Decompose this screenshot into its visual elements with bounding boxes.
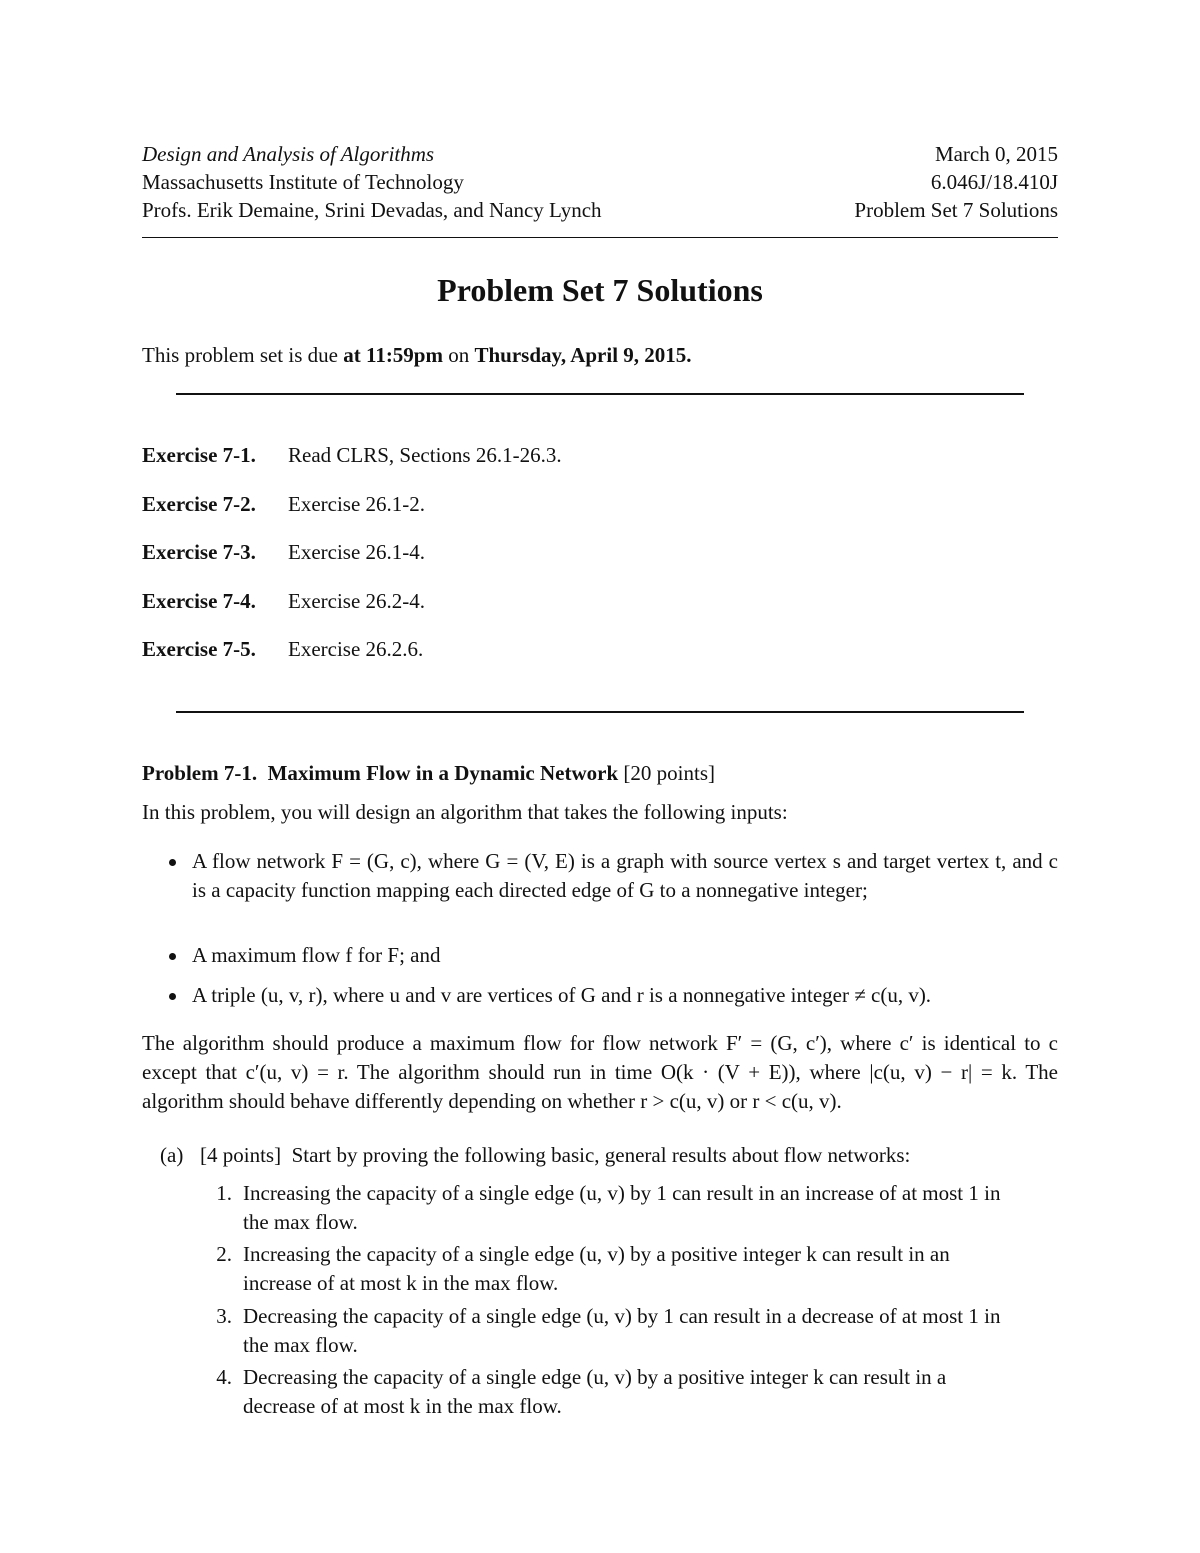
due-prefix: This problem set is due — [142, 343, 344, 367]
item-number: 3. — [216, 1304, 232, 1328]
item-number: 2. — [216, 1242, 232, 1266]
exercise-text: Exercise 26.1-4. — [288, 540, 426, 564]
problem-points: [20 points] — [623, 761, 715, 785]
exercise-text: Exercise 26.1-2. — [288, 492, 426, 516]
problem-intro: In this problem, you will design an algorithm that takes the following inputs: — [142, 800, 788, 824]
exercise-item — [142, 637, 256, 662]
due-time: at 11:59pm — [343, 343, 443, 367]
item-number: 4. — [216, 1365, 232, 1389]
problem-heading — [142, 759, 715, 788]
exercise-text: Read CLRS, Sections 26.1-26.3. — [288, 443, 562, 467]
exercise-item — [142, 540, 256, 565]
bullet-dot — [169, 859, 176, 866]
exercise-label: Exercise 7-4. — [142, 589, 256, 613]
part-a-heading — [200, 1141, 910, 1170]
item-number: 1. — [216, 1181, 232, 1205]
part-a-item: Increasing the capacity of a single edge (u, v) by 1 can result in an increase of at most 1 in the max flow. — [243, 1181, 1001, 1234]
problem-description: The algorithm should produce a maximum flow for flow network F′ = (G, c′), where c′ is identical to c except that c′(u, v) = r. The algorithm should run in time O(k · (V + E)), where |c(u, v) − r| = k. The algorithm should behave differently depending on whether r > c(u, v) or r < c(u, v). — [142, 1031, 1058, 1113]
exercise-label: Exercise 7-1. — [142, 443, 256, 467]
part-a-item: Decreasing the capacity of a single edge (u, v) by a positive integer k can result in a decrease of at most k in the max flow. — [243, 1365, 947, 1418]
exercise-item — [142, 492, 256, 517]
doc-label: Problem Set 7 Solutions — [854, 198, 1058, 222]
bullet-item: A flow network F = (G, c), where G = (V, E) is a graph with source vertex s and target vertex t, and c is a capacity function mapping each directed edge of G to a nonnegative integer; — [192, 849, 1058, 902]
problem-name: Maximum Flow in a Dynamic Network — [267, 761, 619, 785]
part-a-label: (a) — [160, 1143, 184, 1167]
due-date: Thursday, April 9, 2015. — [474, 343, 692, 367]
section-rule-top — [176, 393, 1024, 395]
bullet-dot — [169, 953, 176, 960]
header-date: March 0, 2015 — [934, 142, 1058, 166]
exercise-label: Exercise 7-3. — [142, 540, 256, 564]
course-title: Design and Analysis of Algorithms — [142, 142, 435, 166]
bullet-item: A triple (u, v, r), where u and v are vertices of G and r is a nonnegative integer ≠ c(u, v). — [192, 983, 932, 1007]
exercise-item — [142, 589, 256, 614]
part-a-item: Decreasing the capacity of a single edge (u, v) by 1 can result in a decrease of at most 1 in the max flow. — [243, 1304, 1001, 1357]
problem-label: Problem 7-1. — [142, 761, 258, 785]
institution: Massachusetts Institute of Technology — [142, 170, 464, 194]
exercise-item — [142, 443, 256, 468]
professors: Profs. Erik Demaine, Srini Devadas, and Nancy Lynch — [142, 198, 602, 222]
exercise-label: Exercise 7-5. — [142, 637, 256, 661]
course-number: 6.046J/18.410J — [930, 170, 1058, 194]
part-a-points: [4 points] — [200, 1143, 282, 1167]
exercise-label: Exercise 7-2. — [142, 492, 256, 516]
exercise-text: Exercise 26.2-4. — [288, 589, 426, 613]
due-on: on — [442, 343, 475, 367]
part-a-item: Increasing the capacity of a single edge (u, v) by a positive integer k can result in an increase of at most k in the max flow. — [243, 1242, 950, 1295]
due-line — [142, 341, 692, 369]
page-title: Problem Set 7 Solutions — [437, 272, 763, 308]
bullet-item: A maximum flow f for F; and — [192, 943, 441, 967]
exercise-text: Exercise 26.2.6. — [288, 637, 424, 661]
header-rule — [142, 237, 1058, 238]
section-rule-bottom — [176, 711, 1024, 713]
bullet-dot — [169, 993, 176, 1000]
part-a-text: Start by proving the following basic, general results about flow networks: — [291, 1143, 911, 1167]
